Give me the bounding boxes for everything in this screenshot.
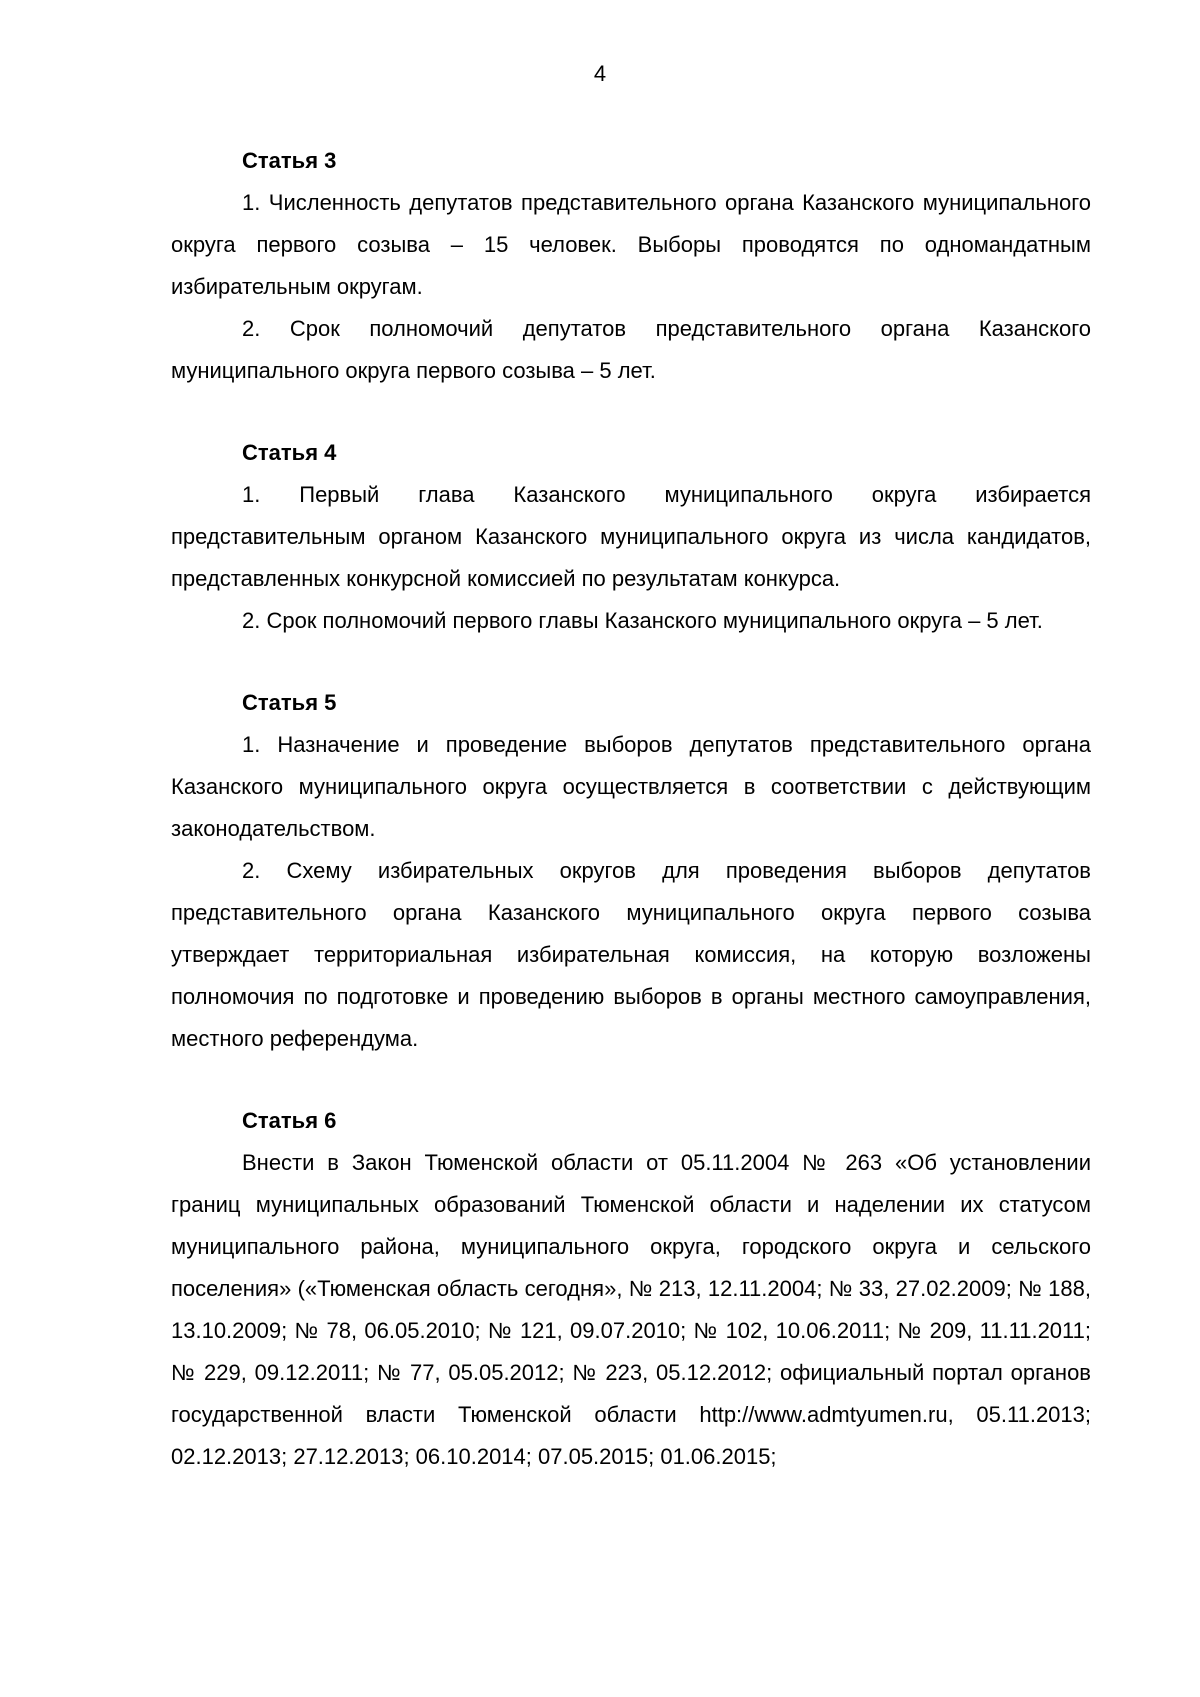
article-title: Статья 6 bbox=[242, 1108, 337, 1133]
article-title: Статья 5 bbox=[242, 690, 337, 715]
article-paragraph: 2. Схему избирательных округов для проведения выборов депутатов представительного органа Казанского муниципального округа первого созыва утверждает территориальная избирательная комиссия, на которую возложены полномочия по подготовке и проведению выборов в органы местного самоуправления, местного референдума. bbox=[171, 858, 1091, 1051]
article-paragraph: Внести в Закон Тюменской области от 05.11.2004 № 263 «Об установлении границ муниципальных образований Тюменской области и наделении их статусом муниципального района, муниципального округа, городского округа и сельского поселения» («Тюменская область сегодня», № 213, 12.11.2004; № 33, 27.02.2009; № 188, 13.10.2009; № 78, 06.05.2010; № 121, 09.07.2010; № 102, 10.06.2011; № 209, 11.11.2011; № 229, 09.12.2011; № 77, 05.05.2012; № 223, 05.12.2012; официальный портал органов государственной власти Тюменской области http://www.admtyumen.ru, 05.11.2013; 02.12.2013; 27.12.2013; 06.10.2014; 07.05.2015; 01.06.2015; bbox=[171, 1150, 1091, 1469]
article-paragraph: 2. Срок полномочий первого главы Казанского муниципального округа – 5 лет. bbox=[242, 608, 1043, 633]
article-title: Статья 4 bbox=[242, 440, 337, 465]
page-number: 4 bbox=[593, 61, 607, 86]
article-6 bbox=[171, 1100, 1091, 1478]
article-paragraph: 1. Первый глава Казанского муниципального округа избирается представительным органом Казанского муниципального округа из числа кандидатов, представленных конкурсной комиссией по результатам конкурса. bbox=[171, 482, 1091, 591]
article-3 bbox=[171, 140, 1091, 392]
article-paragraph: 1. Численность депутатов представительного органа Казанского муниципального округа первого созыва – 15 человек. Выборы проводятся по одномандатным избирательным округам. bbox=[171, 190, 1091, 299]
article-4 bbox=[171, 432, 1091, 642]
document-body bbox=[171, 140, 1091, 1518]
article-paragraph: 2. Срок полномочий депутатов представительного органа Казанского муниципального округа первого созыва – 5 лет. bbox=[171, 316, 1091, 383]
article-title: Статья 3 bbox=[242, 148, 337, 173]
article-paragraph: 1. Назначение и проведение выборов депутатов представительного органа Казанского муниципального округа осуществляется в соответствии с действующим законодательством. bbox=[171, 732, 1091, 841]
article-5 bbox=[171, 682, 1091, 1060]
